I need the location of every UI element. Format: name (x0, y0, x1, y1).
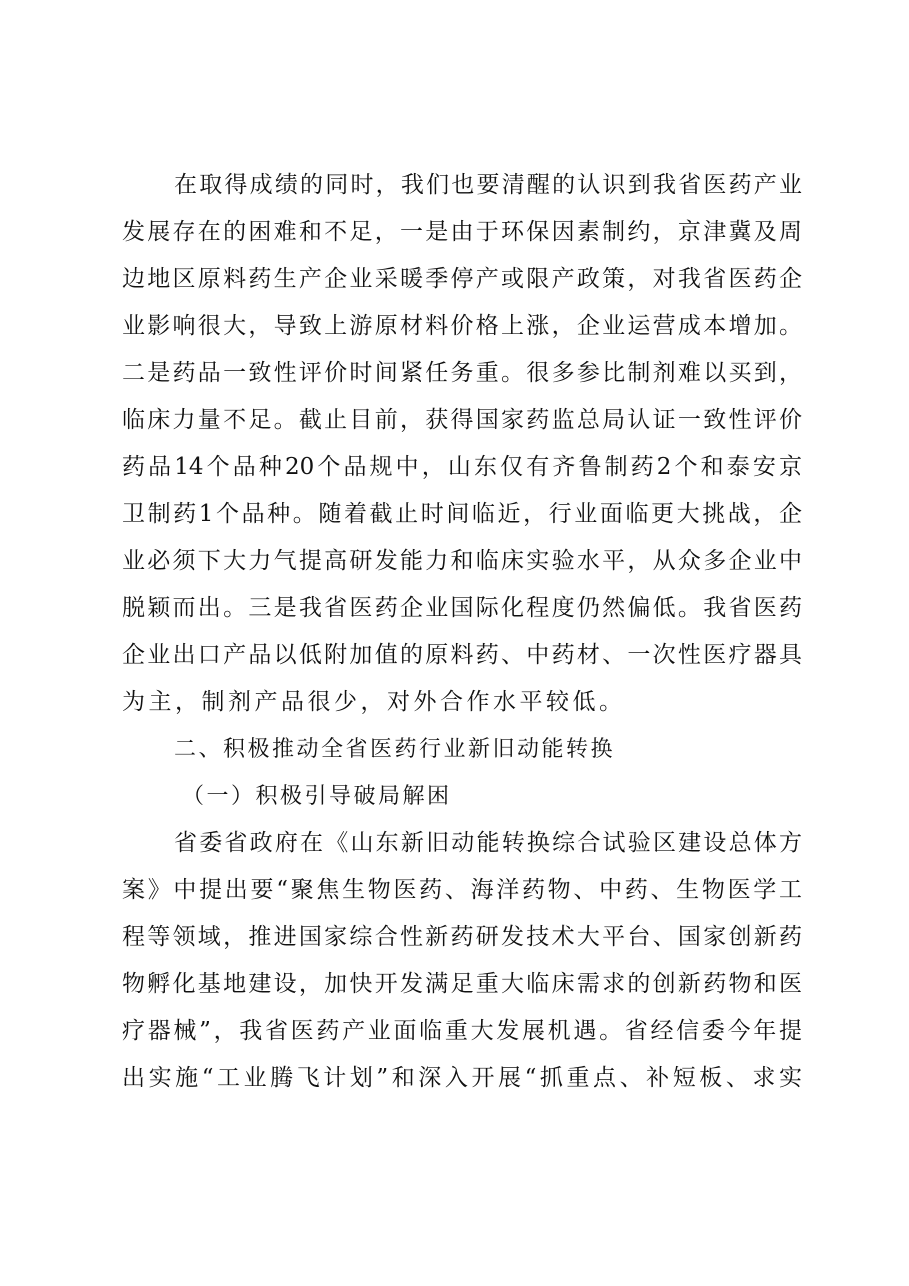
subsection-heading: （一）积极引导破局解困 (182, 784, 452, 809)
text-line: 出实施“工业腾飞计划”和深入开展“抓重点、补短板、求实 (122, 1065, 802, 1091)
text-line: 程等领域，推进国家综合性新药研发技术大平台、国家创新药 (122, 924, 802, 950)
text-line: 发展存在的困难和不足，一是由于环保因素制约，京津冀及周 (122, 219, 802, 245)
text-line: 在取得成绩的同时，我们也要清醒的认识到我省医药产业 (174, 172, 802, 198)
text-line: 案》中提出要“聚焦生物医药、海洋药物、中药、生物医学工 (122, 877, 802, 903)
text-line: 业影响很大，导致上游原材料价格上涨，企业运营成本增加。 (122, 313, 802, 339)
text-line: 企业出口产品以低附加值的原料药、中药材、一次性医疗器具 (122, 642, 802, 668)
text-line: 为主，制剂产品很少，对外合作水平较低。 (122, 689, 626, 715)
text-line: 二是药品一致性评价时间紧任务重。很多参比制剂难以买到， (122, 360, 802, 386)
text-line: 卫制药1个品种。随着截止时间临近，行业面临更大挑战，企 (122, 501, 802, 527)
text-line: 药品14个品种20个品规中，山东仅有齐鲁制药2个和泰安京 (122, 454, 802, 480)
paragraph-difficulties (122, 162, 802, 726)
text-line: 业必须下大力气提高研发能力和临床实验水平，从众多企业中 (122, 548, 802, 574)
text-line: 物孵化基地建设，加快开发满足重大临床需求的创新药物和医 (122, 971, 802, 997)
text-line: 脱颖而出。三是我省医药企业国际化程度仍然偏低。我省医药 (122, 595, 802, 621)
paragraph-opportunities (122, 820, 802, 1102)
document-body (122, 162, 802, 1102)
text-line: 临床力量不足。截止目前，获得国家药监总局认证一致性评价 (122, 407, 802, 433)
text-line: 疗器械”，我省医药产业面临重大发展机遇。省经信委今年提 (122, 1018, 802, 1044)
text-line: 省委省政府在《山东新旧动能转换综合试验区建设总体方 (174, 830, 802, 856)
text-line: 边地区原料药生产企业采暖季停产或限产政策，对我省医药企 (122, 266, 802, 292)
section-heading: 二、积极推动全省医药行业新旧动能转换 (174, 737, 616, 762)
